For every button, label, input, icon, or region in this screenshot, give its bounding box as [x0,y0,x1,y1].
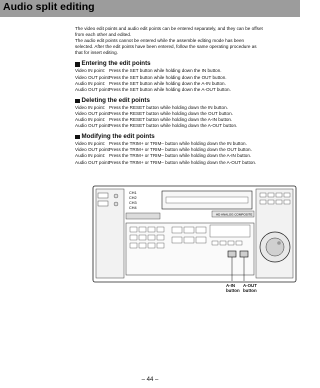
row-text: Press the SET button while holding down the OUT button. [109,74,227,80]
row-text: Press the RESET button while holding down the OUT button. [109,110,233,116]
row-text: Press the SET button while holding down the A-IN button. [109,80,226,86]
intro-line: The video edit points and audio edit points can be entered separately, and they can be offset [75,26,263,31]
row-label: Video IN point: [75,104,106,110]
row-text: Press the TRIM+ or TRIM– button while holding down the IN button. [109,141,247,147]
section-deleting [75,97,293,129]
intro-line: that for insert editing. [75,50,118,56]
callout-line: button [226,288,240,293]
callout-line: A-OUT [243,283,257,288]
instruction-row [75,160,293,166]
body-content [75,26,293,166]
header-bar [0,0,300,17]
square-bullet-icon [75,62,80,67]
row-label: Video OUT point: [75,110,111,116]
row-text: Press the RESET button while holding down the IN button. [109,104,228,110]
section-entering [75,60,293,92]
row-label: Video IN point: [75,68,106,74]
callout-line: A-IN [226,283,236,288]
row-text: Press the TRIM+ or TRIM– button while holding down the OUT button. [109,147,252,153]
row-label: Audio IN point: [75,80,106,86]
row-label: Audio OUT point: [75,159,111,165]
intro-line: selected. After the edit points have been entered, follow the same operating procedure as [75,44,257,50]
section-modifying [75,133,293,165]
ch-label: CH3 [129,201,137,205]
ch-label: CH2 [129,196,137,200]
row-label: Video OUT point: [75,147,111,153]
square-bullet-icon [75,99,80,104]
instruction-row [75,87,293,93]
page-number: – 44 – [141,377,159,383]
row-label: Video IN point: [75,141,106,147]
row-text: Press the TRIM+ or TRIM– button while holding down the A-OUT button. [109,159,257,165]
ch-label: CH1 [129,191,137,195]
vtr-front-panel-illustration [92,185,297,283]
row-label: Audio IN point: [75,153,106,159]
intro-paragraph [75,26,293,56]
page-title: Audio split editing [3,1,95,13]
display-label: HD ANALOG COMPOSITE [216,212,253,217]
row-text: Press the SET button while holding down the A-OUT button. [109,86,231,92]
row-label: Audio OUT point: [75,86,111,92]
row-label: Video OUT point: [75,74,111,80]
instruction-row [75,123,293,129]
row-text: Press the TRIM+ or TRIM– button while holding down the A-IN button. [109,153,252,159]
section-title: Deleting the edit points [81,96,150,104]
ch-label: CH4 [129,206,137,210]
callout-line: button [243,288,257,293]
intro-line: The audio edit points cannot be entered while the assemble editing mode has been [75,38,245,44]
section-title: Modifying the edit points [81,133,155,141]
row-text: Press the SET button while holding down the IN button. [109,68,222,74]
square-bullet-icon [75,135,80,140]
row-text: Press the RESET button while holding down the A-OUT button. [109,123,238,129]
row-label: Audio IN point: [75,117,106,123]
section-heading [75,97,293,105]
section-heading [75,133,293,141]
callout-a-out [243,283,257,293]
row-label: Audio OUT point: [75,123,111,129]
row-text: Press the RESET button while holding down the A-IN button. [109,117,233,123]
section-title: Entering the edit points [81,60,151,68]
intro-line: from each other and edited. [75,32,132,38]
callout-a-in [226,283,240,293]
section-heading [75,60,293,68]
